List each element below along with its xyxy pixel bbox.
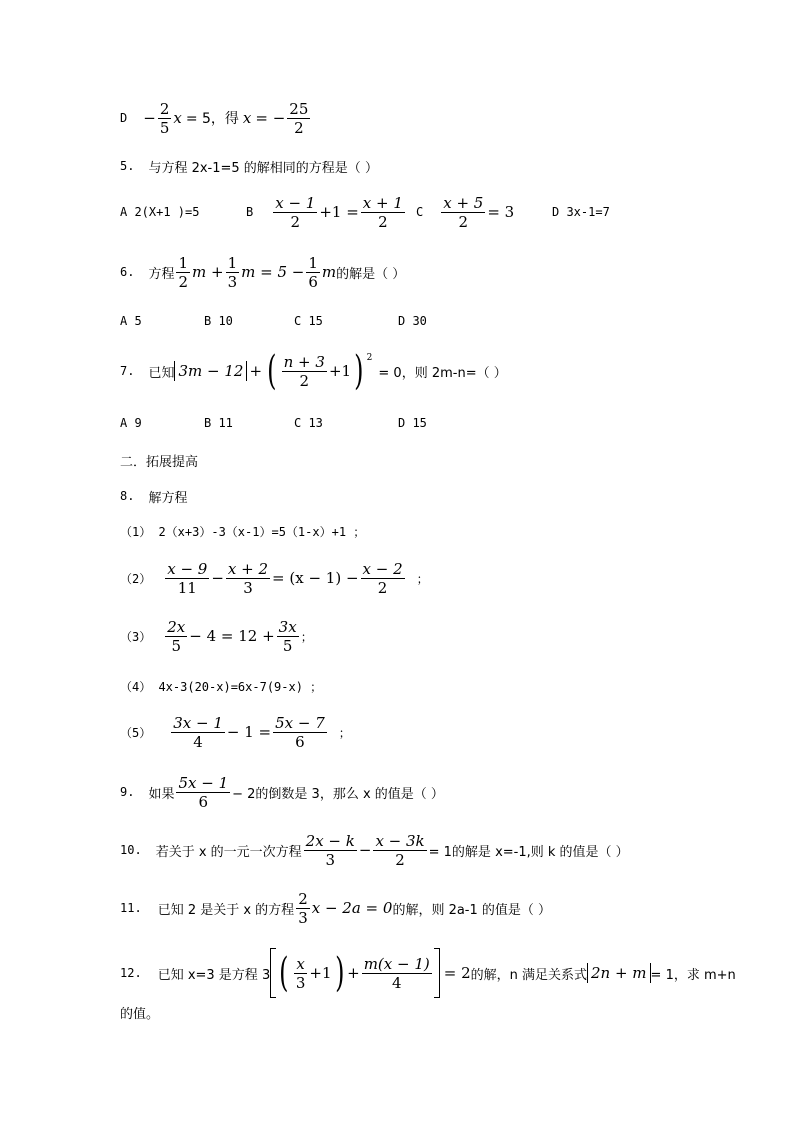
denominator: 6 [198, 792, 209, 811]
denominator: 5 [171, 636, 182, 655]
denominator: 11 [177, 578, 197, 597]
equation-text: = 2 [443, 964, 471, 982]
numerator: 2x − k [305, 831, 355, 850]
fraction [373, 832, 426, 869]
numerator: m(x − 1) [363, 954, 430, 973]
denominator: 2 [458, 212, 469, 231]
option-d: D 30 [398, 314, 427, 328]
fraction [171, 714, 225, 751]
denominator: 6 [295, 732, 305, 751]
minus-sign: − [211, 569, 224, 587]
question-9 [120, 770, 444, 814]
question-number: 8. [120, 489, 135, 503]
denominator: 6 [308, 272, 318, 291]
sub-question-text: （1） 2（x+3）-3（x-1）=5（1-x）+1 ； [120, 524, 366, 539]
denominator: 3 [325, 850, 336, 869]
exponent: 2 [366, 353, 373, 363]
question-6-options [120, 312, 540, 330]
question-12 [120, 946, 736, 1000]
numerator: 5x − 7 [275, 713, 325, 732]
question-text: 的解是（ ） [336, 266, 406, 282]
fraction [294, 955, 308, 992]
numerator: 3x [278, 617, 297, 636]
fraction [441, 194, 485, 231]
numerator: x + 5 [443, 193, 484, 212]
equation-text: = 5，得 [185, 111, 239, 127]
denominator: 2 [178, 272, 189, 291]
numerator: 25 [289, 99, 309, 118]
section-title: 二．拓展提高 [120, 454, 199, 470]
denominator: 3 [295, 973, 306, 992]
question-5-options [120, 190, 680, 234]
question-10 [120, 828, 629, 872]
equation-text: = (x − 1) − [272, 569, 359, 587]
equation-text: x − 2a = 0 [311, 899, 393, 917]
question-text: = 1的解是 x=-1,则 k 的值是（ ） [428, 844, 629, 860]
option-b: B 11 [204, 416, 233, 430]
absolute-value: 3m − 12 [174, 361, 247, 381]
fraction [176, 254, 190, 291]
option-a: A 2(X+1 )=5 [120, 205, 200, 219]
punctuation: ； [338, 725, 351, 740]
section-heading [120, 450, 198, 470]
sub-question-label: （2） [120, 571, 152, 586]
question-number: 7. [120, 364, 135, 378]
question-number: 5. [120, 159, 135, 173]
punctuation: ； [300, 629, 313, 644]
minus-sign: − [143, 109, 156, 127]
equation-text: +1 [309, 964, 332, 982]
numerator: 2x [167, 617, 186, 636]
fraction [287, 100, 310, 137]
option-c [416, 190, 514, 234]
sub-question-label: （3） [120, 629, 152, 644]
fraction [306, 254, 320, 291]
denominator: 3 [298, 908, 308, 927]
fraction [273, 194, 317, 231]
question-text: 解方程 [148, 490, 188, 506]
variable: x [242, 109, 252, 127]
numerator: 2 [159, 99, 170, 118]
numerator: x [296, 954, 305, 973]
right-paren: ) [334, 950, 344, 996]
numerator: x − 9 [167, 559, 208, 578]
equation-text: = − [255, 109, 286, 127]
fraction [176, 774, 230, 811]
question-number: 10. [120, 843, 142, 857]
variable: x [173, 109, 182, 127]
question-6 [120, 250, 405, 294]
option-d: D 3x-1=7 [552, 205, 610, 219]
denominator: 2 [378, 212, 388, 231]
sub-question-label: （5） [120, 725, 152, 740]
numerator: 1 [227, 253, 238, 272]
fraction [362, 955, 432, 992]
denominator: 2 [299, 371, 310, 390]
question-8-part-1 [120, 522, 365, 540]
fraction [226, 254, 240, 291]
left-paren: ( [267, 348, 277, 394]
question-7-options [120, 414, 540, 432]
question-text: 已知 x=3 是方程 3 [157, 967, 271, 983]
question-number: 6. [120, 265, 135, 279]
denominator: 4 [391, 973, 402, 992]
numerator: 5x − 1 [178, 773, 229, 792]
right-bracket [434, 948, 440, 998]
question-text: = 0，则 2m-n=（ ） [378, 365, 507, 381]
option-b: B 10 [204, 314, 233, 328]
question-number: 12. [120, 966, 142, 980]
question-text: 已知 [148, 365, 175, 381]
question-text: 如果 [148, 786, 175, 802]
question-text: 方程 [148, 266, 175, 282]
fraction [296, 890, 310, 927]
option-d: D 15 [398, 416, 427, 430]
left-paren: ( [279, 950, 289, 996]
question-text: 若关于 x 的一元一次方程 [155, 844, 302, 860]
option-b [246, 190, 407, 234]
question-8-part-5 [120, 710, 351, 754]
equation-text: − 4 = 12 + [189, 627, 275, 645]
denominator: 5 [159, 118, 170, 137]
numerator: x + 1 [362, 193, 403, 212]
question-7 [120, 344, 507, 398]
question-number: 9. [120, 785, 135, 799]
plus-sign: + [249, 362, 263, 380]
left-bracket [270, 948, 276, 998]
equation-text: +1 = [319, 203, 359, 221]
fraction [277, 618, 299, 655]
question-text: 已知 2 是关于 x 的方程 [157, 902, 295, 918]
denominator: 2 [395, 850, 405, 869]
numerator: 3x − 1 [173, 713, 223, 732]
absolute-value: 2n + m [587, 963, 651, 983]
question-12-continued [120, 1002, 159, 1022]
question-text: = 1，求 m+n [650, 967, 736, 983]
sub-question-text: （4） 4x-3(20-x)=6x-7(9-x) ； [120, 679, 323, 694]
equation-text: m = 5 − [241, 263, 305, 281]
minus-sign: − [358, 841, 372, 859]
question-text: 与方程 2x-1=5 的解相同的方程是（ ） [148, 160, 378, 176]
question-8-part-3 [120, 614, 313, 658]
option-label: B [246, 205, 254, 219]
right-paren: ) [354, 348, 364, 394]
denominator: 2 [290, 212, 301, 231]
fraction [165, 560, 209, 597]
equation-text: − 1 = [226, 723, 272, 741]
option-d-line [120, 96, 312, 140]
fraction [282, 353, 327, 390]
denominator: 2 [377, 578, 388, 597]
option-a: A 9 [120, 416, 142, 430]
numerator: x − 2 [362, 559, 403, 578]
question-8-part-4 [120, 677, 322, 695]
option-c: C 13 [294, 416, 323, 430]
variable: m [321, 263, 337, 281]
fraction [361, 560, 405, 597]
fraction [273, 714, 327, 751]
denominator: 4 [193, 732, 203, 751]
question-11 [120, 886, 551, 930]
numerator: n + 3 [283, 352, 325, 371]
option-label: D [120, 111, 128, 125]
denominator: 3 [243, 578, 253, 597]
question-text: 的值。 [120, 1006, 160, 1022]
denominator: 3 [227, 272, 238, 291]
option-a: A 5 [120, 314, 142, 328]
fraction [304, 832, 357, 869]
numerator: x − 3k [375, 831, 425, 850]
equation-text: = 3 [487, 203, 515, 221]
question-text: 的解，n 满足关系式 [470, 967, 587, 983]
numerator: x − 1 [275, 193, 316, 212]
equation-text: m + [192, 263, 224, 281]
fraction [226, 560, 270, 597]
numerator: 1 [308, 253, 318, 272]
question-text: 的解，则 2a-1 的值是（ ） [392, 902, 552, 918]
equation-text: +1 [328, 362, 352, 380]
fraction [158, 100, 172, 137]
plus-sign: + [347, 964, 360, 982]
question-text: − 2的倒数是 3，那么 x 的值是（ ） [232, 786, 444, 802]
punctuation: ； [416, 571, 429, 586]
option-c: C 15 [294, 314, 323, 328]
denominator: 5 [282, 636, 293, 655]
numerator: 2 [298, 889, 308, 908]
fraction [361, 194, 405, 231]
question-8 [120, 486, 187, 506]
fraction [165, 618, 187, 655]
denominator: 2 [294, 118, 304, 137]
numerator: x + 2 [227, 559, 269, 578]
option-label: C [416, 205, 424, 219]
numerator: 1 [178, 253, 189, 272]
math-expression [143, 100, 312, 137]
question-number: 11. [120, 901, 142, 915]
question-5 [120, 156, 378, 176]
question-8-part-2 [120, 556, 429, 600]
